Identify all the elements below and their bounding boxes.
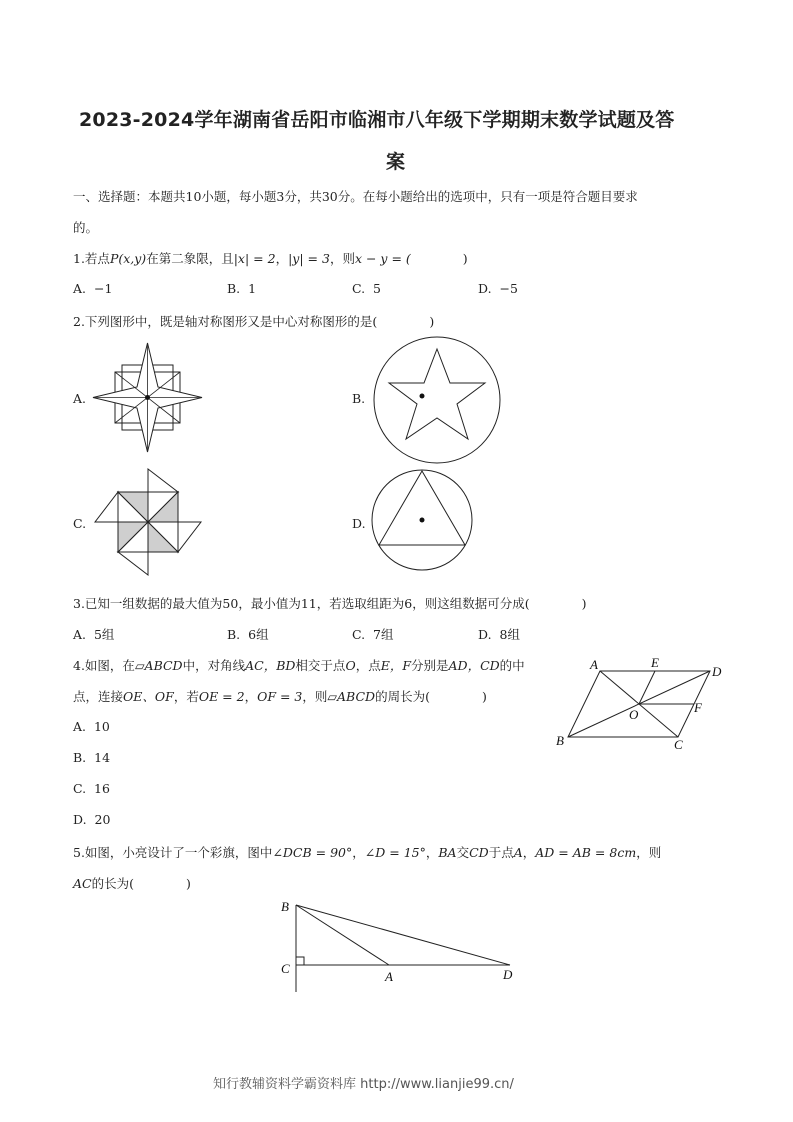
q1-bracket: ) (462, 251, 468, 266)
page-title: 2023-2024学年湖南省岳阳市临湘市八年级下学期期末数学试题及答 (79, 109, 675, 131)
q4-label-e: E (651, 655, 659, 670)
q2-option-c-label[interactable]: C. (73, 516, 87, 531)
question-4-stem-continuation: 点，连接OE、OF，若OE = 2，OF = 3，则▱ABCD的周长为( ) (73, 689, 487, 704)
q4-label-a: A (590, 657, 598, 672)
q2-figure-d-circle-triangle (372, 458, 502, 588)
q1-option-b[interactable]: B. 1 (227, 281, 257, 296)
page-title-continuation: 案 (386, 151, 406, 173)
q2-figure-b-circle-star (372, 336, 502, 466)
section-instructions: 一、选择题：本题共10小题，每小题3分，共30分。在每小题给出的选项中，只有一项是符合题目要求 (73, 189, 638, 204)
q1-option-d[interactable]: D. −5 (478, 281, 518, 296)
q2-figure-a-star (90, 340, 205, 455)
q4-label-f: F (694, 700, 702, 715)
q5-label-d: D (503, 967, 513, 982)
footer-source: 知行教辅资料学霸资料库 http://www.lianjie99.cn/ (213, 1077, 514, 1092)
q5-label-b: B (281, 899, 289, 914)
q1-expression: x − y = ( (354, 251, 411, 266)
q1-condition-x: |x| = 2 (233, 251, 276, 266)
q5-flag-figure (275, 895, 525, 995)
q4-option-b[interactable]: B. 14 (73, 750, 111, 765)
q1-text: 在第二象限，且 (146, 251, 234, 266)
q3-option-d[interactable]: D. 8组 (478, 627, 520, 642)
q1-condition-y: |y| = 3 (288, 251, 330, 266)
q2-option-a-label[interactable]: A. (73, 391, 87, 406)
q4-label-b: B (556, 733, 564, 748)
q4-option-a[interactable]: A. 10 (73, 719, 110, 734)
section-instructions-continuation: 的。 (73, 220, 99, 235)
question-5-stem: 5.如图，小亮设计了一个彩旗，图中∠DCB = 90°，∠D = 15°，BA交CD于点A，AD = AB = 8cm，则 (73, 845, 662, 860)
question-4-stem: 4.如图，在▱ABCD中，对角线AC，BD相交于点O，点E，F分别是AD，CD的中 (73, 658, 525, 673)
q1-text: ， (275, 251, 289, 266)
q2-option-b-label[interactable]: B. (352, 391, 366, 406)
q4-label-d: D (712, 664, 722, 679)
q2-figure-c-pinwheel (93, 467, 203, 577)
q1-point: P(x,y) (109, 251, 147, 266)
q4-option-c[interactable]: C. 16 (73, 781, 110, 796)
q4-option-d[interactable]: D. 20 (73, 812, 111, 827)
q3-option-c[interactable]: C. 7组 (352, 627, 394, 642)
q2-option-d-label[interactable]: D. (352, 516, 366, 531)
q1-text: ，则 (329, 251, 355, 266)
q4-parallelogram-figure (550, 655, 730, 755)
q5-label-c: C (281, 961, 290, 976)
q1-option-c[interactable]: C. 5 (352, 281, 381, 296)
question-1-stem (73, 249, 468, 267)
question-5-stem-continuation: AC的长为( ) (73, 876, 191, 891)
q3-option-a[interactable]: A. 5组 (73, 627, 115, 642)
q1-option-a[interactable]: A. −1 (73, 281, 113, 296)
q5-label-a: A (385, 969, 393, 984)
question-2-stem: 2.下列图形中，既是轴对称图形又是中心对称图形的是( ) (73, 314, 435, 329)
q4-label-o: O (629, 707, 639, 722)
q1-text: 1.若点 (73, 251, 110, 266)
q3-option-b[interactable]: B. 6组 (227, 627, 269, 642)
q4-label-c: C (674, 737, 683, 752)
question-3-stem: 3.已知一组数据的最大值为50，最小值为11，若选取组距为6，则这组数据可分成( ) (73, 596, 587, 611)
